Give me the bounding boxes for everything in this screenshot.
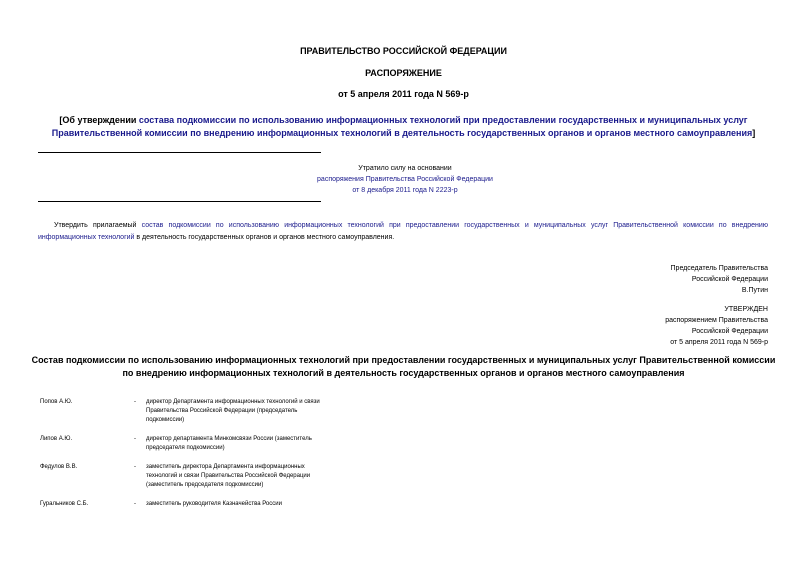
approved-line2: распоряжением Правительства bbox=[665, 317, 768, 324]
doc-type-heading: РАСПОРЯЖЕНИЕ bbox=[365, 68, 442, 78]
member-name: Гуральников С.Б. bbox=[40, 501, 89, 507]
lost-force-link-line3[interactable]: от 8 декабря 2011 года N 2223-р bbox=[352, 187, 458, 194]
member-role: заместитель руководителя Казначейства России bbox=[146, 501, 282, 507]
approved-block bbox=[568, 304, 768, 348]
approval-paragraph bbox=[38, 220, 768, 244]
signature-block bbox=[568, 263, 768, 296]
member-role: директор Департамента информационных технологий и связи Правительства Российской Федерации (председатель подкомиссии) bbox=[146, 399, 320, 423]
title-link-line2[interactable]: Правительственной комиссии по внедрению информационных технологий в деятельность государственных органов и органов местного самоуправления bbox=[51, 128, 753, 138]
member-dash: - bbox=[134, 436, 136, 442]
signature-line1: Председатель Правительства bbox=[670, 265, 768, 272]
title-open-bracket: [Об утверждении bbox=[59, 115, 139, 125]
member-name: Попов А.Ю. bbox=[40, 399, 73, 405]
approved-line1: УТВЕРЖДЕН bbox=[724, 306, 768, 313]
member-role: заместитель директора Департамента информационных технологий и связи Правительства Российской Федерации (заместитель председателя подкомиссии) bbox=[146, 464, 311, 488]
signature-line2: Российской Федерации bbox=[691, 276, 768, 283]
member-name: Федулов В.В. bbox=[40, 464, 78, 470]
date-number-heading: от 5 апреля 2011 года N 569-р bbox=[338, 89, 469, 99]
title-close-bracket: ] bbox=[752, 128, 756, 138]
divider-top bbox=[38, 152, 321, 153]
member-dash: - bbox=[134, 501, 136, 507]
title-link-line1[interactable]: состава подкомиссии по использованию информационных технологий при предоставлении государственных и муниципальных услуг bbox=[138, 115, 748, 125]
composition-title: Состав подкомиссии по использованию информационных технологий при предоставлении государственных и муниципальных услуг Правительственной комиссии по внедрению информационных технологий в деятельность государственных органов и органов местного самоуправления bbox=[31, 355, 776, 378]
member-role: директор департамента Минкомсвязи России (заместитель председателя подкомиссии) bbox=[146, 436, 312, 451]
lost-force-line1: Утратило силу на основании bbox=[358, 165, 452, 172]
approve-word: Утвердить прилагаемый bbox=[54, 222, 142, 229]
approved-line3: Российской Федерации bbox=[691, 328, 768, 335]
document-title bbox=[30, 114, 777, 140]
member-name: Липов А.Ю. bbox=[40, 436, 73, 442]
lost-force-note bbox=[300, 163, 510, 196]
divider-bottom bbox=[38, 201, 321, 202]
approval-tail: в деятельность государственных органов и органов местного самоуправления. bbox=[134, 234, 395, 241]
signature-line3: В.Путин bbox=[741, 287, 768, 294]
composition-link[interactable]: состав подкомиссии по использованию информационных технологий при предоставлении государственных и муниципальных услуг Правительственной комиссии по внедрению информационных технологий bbox=[38, 222, 769, 241]
member-dash: - bbox=[134, 399, 136, 405]
lost-force-link-line2[interactable]: распоряжения Правительства Российской Федерации bbox=[317, 176, 493, 183]
member-dash: - bbox=[134, 464, 136, 470]
approved-line4: от 5 апреля 2011 года N 569-р bbox=[670, 339, 768, 346]
government-heading: ПРАВИТЕЛЬСТВО РОССИЙСКОЙ ФЕДЕРАЦИИ bbox=[300, 46, 507, 56]
